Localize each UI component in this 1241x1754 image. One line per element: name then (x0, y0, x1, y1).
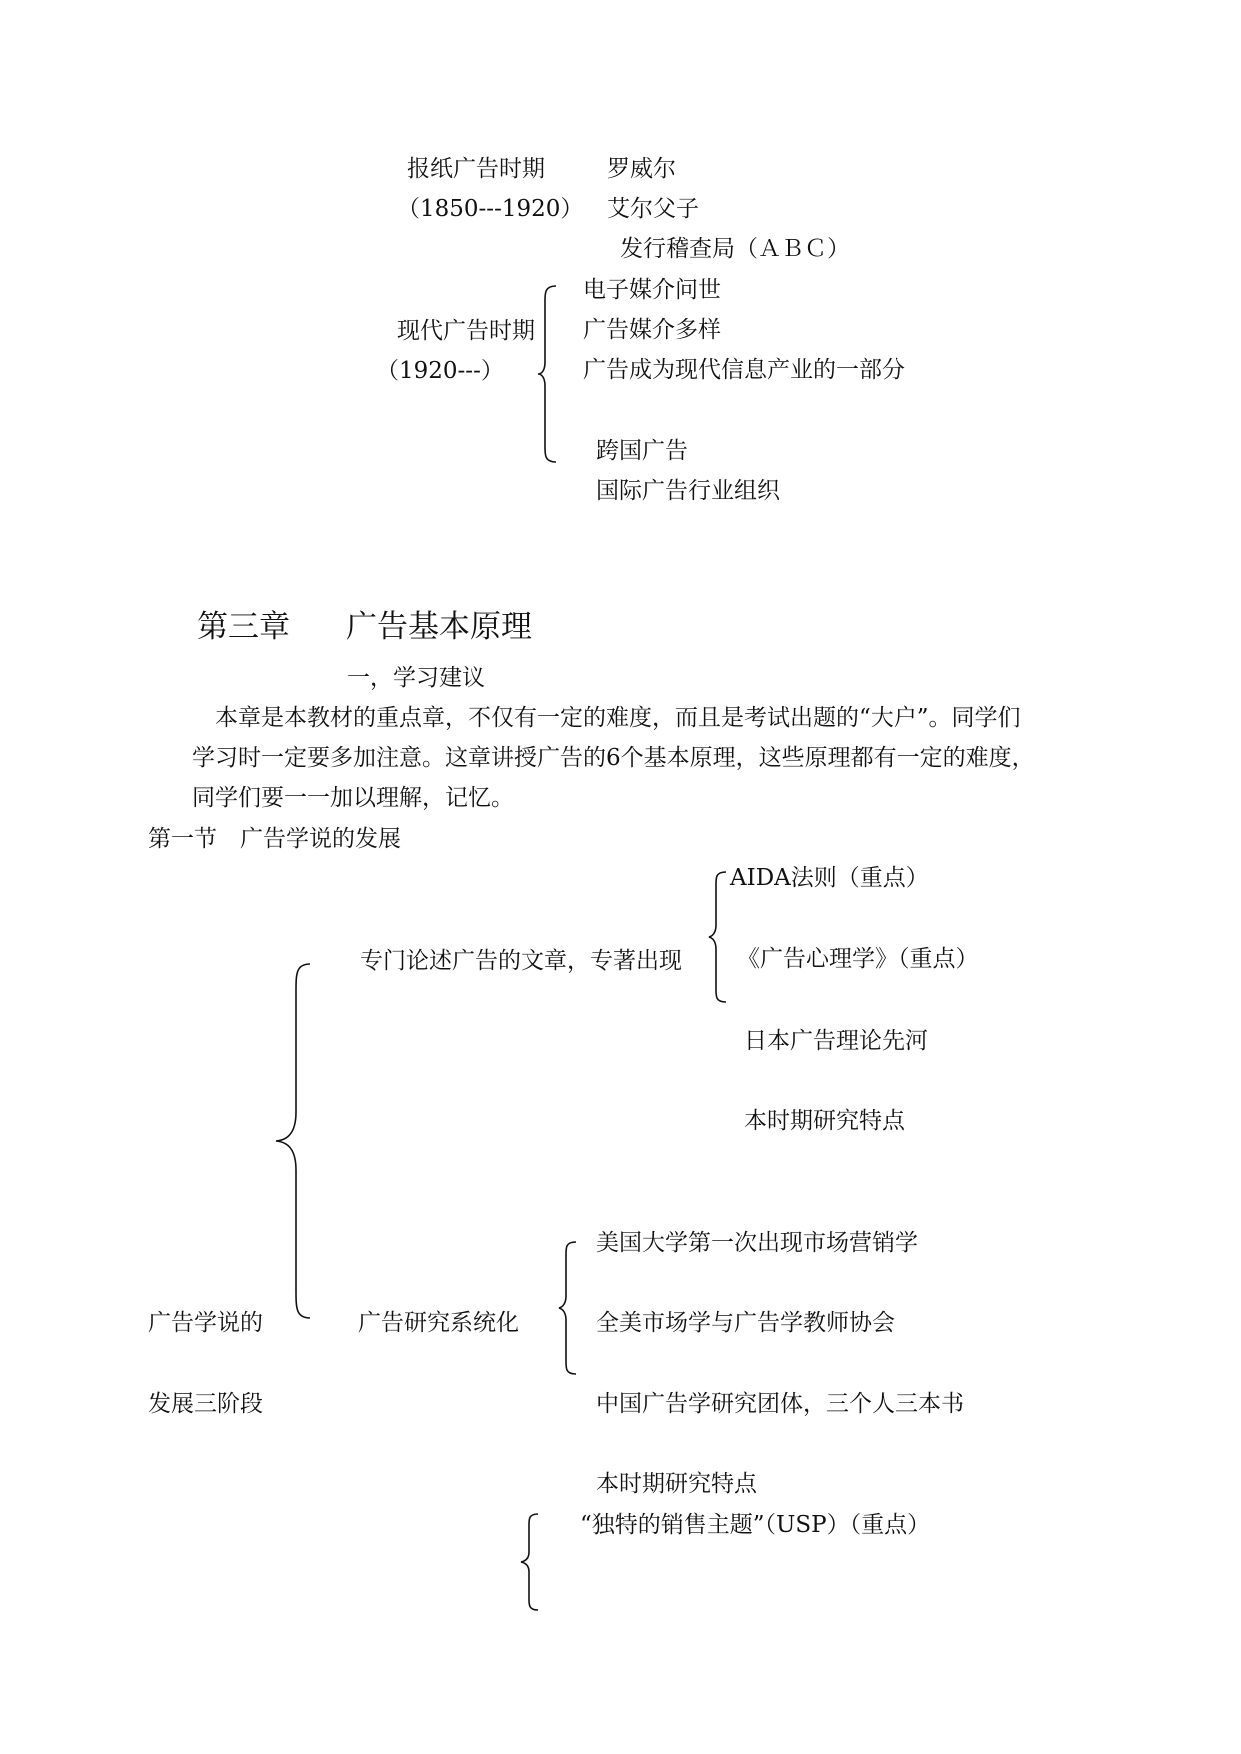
stage2-items-brace (556, 1240, 580, 1376)
paragraph-line: 本章是本教材的重点章，不仅有一定的难度，而且是考试出题的“大户”。同学们 (215, 705, 1021, 731)
modern-item: 广告成为现代信息产业的一部分 (583, 357, 905, 383)
newspaper-period-label: 报纸广告时期 (407, 156, 545, 182)
stage1-item: 《广告心理学》（重点） (737, 946, 979, 972)
modern-item: 国际广告行业组织 (596, 478, 780, 504)
modern-item: 电子媒介问世 (583, 277, 721, 303)
stage1-item: 日本广告理论先河 (744, 1028, 928, 1054)
modern-item: 跨国广告 (596, 438, 688, 464)
root-label-line1: 广告学说的 (148, 1310, 263, 1336)
newspaper-period-years: （1850---1920） (397, 196, 584, 222)
stage2-item: 全美市场学与广告学教师协会 (596, 1310, 895, 1336)
newspaper-item: 罗威尔 (607, 156, 676, 182)
chapter-title: 第三章 (197, 609, 290, 645)
paragraph-line: 同学们要一一加以理解，记忆。 (192, 785, 514, 811)
chapter-subtitle: 广告基本原理 (346, 609, 532, 645)
modern-period-years: （1920---） (376, 358, 504, 384)
newspaper-item: 艾尔父子 (607, 196, 699, 222)
section-title: 第一节 广告学说的发展 (148, 826, 401, 852)
root-brace (274, 962, 314, 1320)
section-heading: 一，学习建议 (347, 665, 485, 691)
paragraph-line: 学习时一定要多加注意。这章讲授广告的6个基本原理，这些原理都有一定的难度， (192, 745, 1035, 771)
stage2-item: 中国广告学研究团体，三个人三本书 (596, 1391, 964, 1417)
stage1-item: 本时期研究特点 (744, 1108, 905, 1134)
stage2-item: 美国大学第一次出现市场营销学 (596, 1230, 918, 1256)
stage3-items-brace (518, 1512, 542, 1612)
stage2-label: 广告研究系统化 (358, 1310, 519, 1336)
stage1-label: 专门论述广告的文章，专著出现 (360, 948, 682, 974)
modern-period-label: 现代广告时期 (397, 318, 535, 344)
stage1-item: AIDA法则（重点） (730, 865, 929, 891)
stage3-item: “独特的销售主题”（USP）（重点） (580, 1512, 931, 1538)
newspaper-item: 发行稽查局（ＡＢＣ） (620, 236, 850, 262)
modern-period-brace (536, 284, 560, 464)
stage1-items-brace (706, 870, 730, 1004)
stage2-item: 本时期研究特点 (596, 1471, 757, 1497)
root-label-line2: 发展三阶段 (148, 1391, 263, 1417)
modern-item: 广告媒介多样 (583, 317, 721, 343)
